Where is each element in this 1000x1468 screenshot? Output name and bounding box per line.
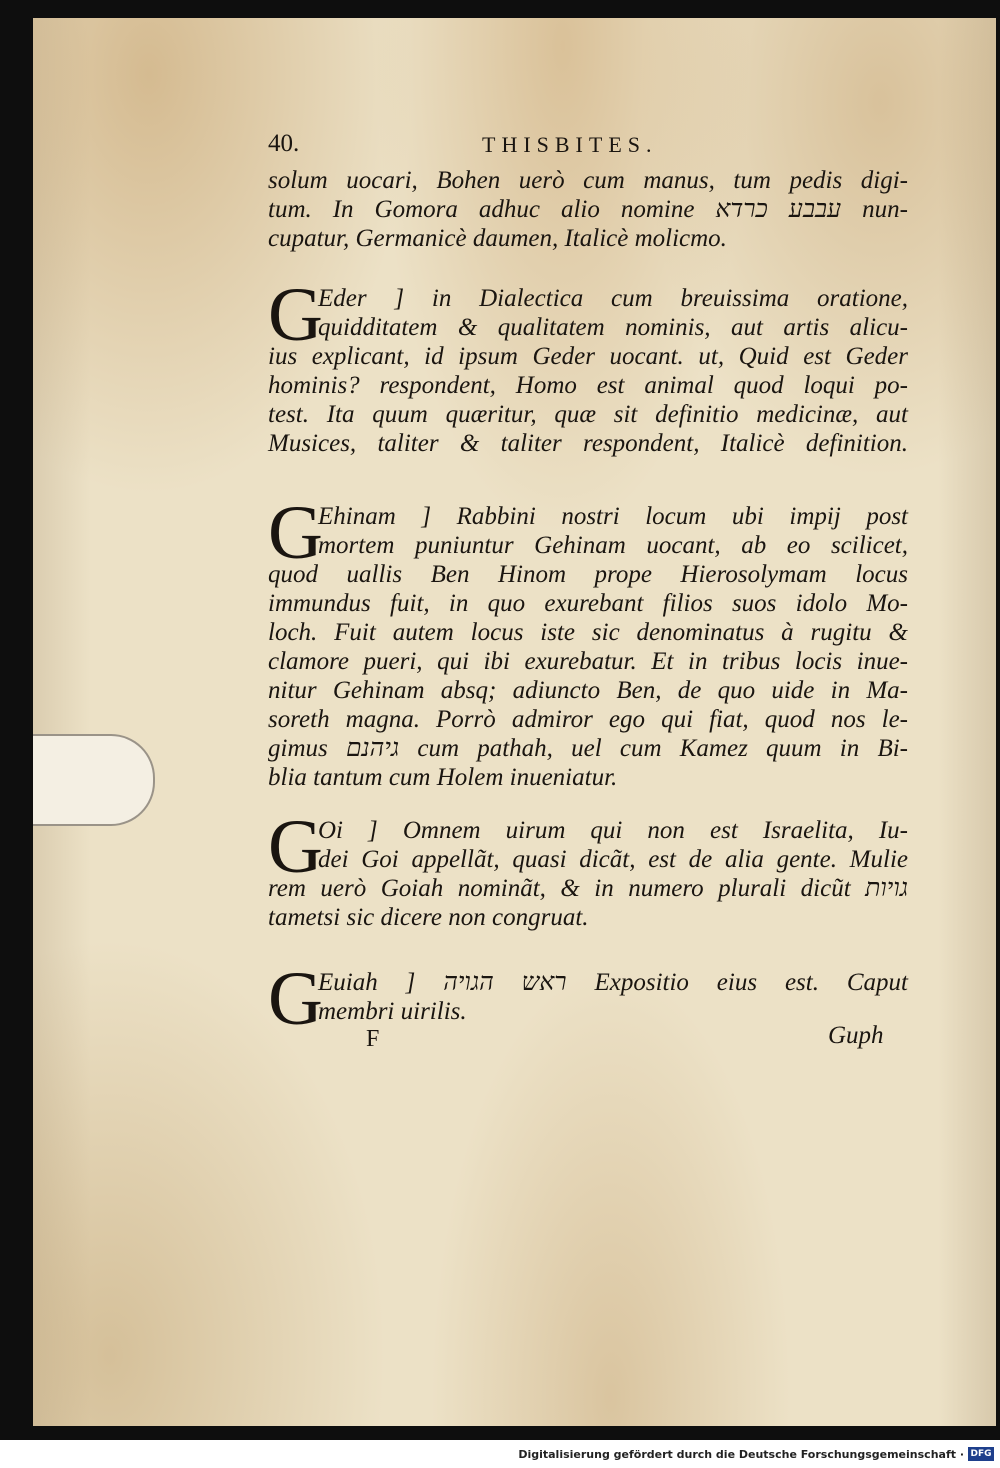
text-line: gimus גיהנם cum pathah, uel cum Kamez quum in Bi-: [268, 735, 908, 762]
drop-cap: G: [268, 957, 323, 1041]
text-line: loch. Fuit autem locus iste sic denominatus à rugitu &: [268, 619, 908, 646]
entry-geder: [268, 273, 908, 458]
signature-mark: F: [366, 1026, 380, 1052]
text-line: immundus fuit, in quo exurebant filios suos idolo Mo-: [268, 590, 908, 617]
drop-cap: G: [268, 491, 323, 575]
text-line: rem uerò Goiah nominãt, & in numero plurali dicũt גויות: [268, 875, 908, 902]
text-line: dei Goi appellãt, quasi dicãt, est de alia gente. Mulie: [318, 846, 908, 873]
text-line: quidditatem & qualitatem nominis, aut artis alicu-: [318, 314, 908, 341]
digitization-footer: [0, 1444, 1000, 1466]
text-line: blia tantum cum Holem inueniatur.: [268, 764, 618, 791]
entry-gehinam: [268, 491, 908, 792]
text-line: solum uocari, Bohen uerò cum manus, tum pedis digi-: [268, 167, 908, 194]
dfg-logo-icon: DFG: [968, 1447, 994, 1461]
drop-cap: G: [268, 273, 323, 357]
text-line: Oi ] Omnem uirum qui non est Israelita, Iu-: [318, 817, 908, 844]
text-line: quod uallis Ben Hinom prope Hierosolymam locus: [268, 561, 908, 588]
text-line: tum. In Gomora adhuc alio nomine עבבע כרדא nun-: [268, 196, 908, 223]
running-head: [268, 130, 908, 160]
text-line: soreth magna. Porrò admiror ego qui fiat, quod nos le-: [268, 706, 908, 733]
text-line: Musices, taliter & taliter respondent, Italicè definition.: [268, 430, 908, 457]
text-line: cupatur, Germanicè daumen, Italicè molicmo.: [268, 225, 727, 252]
drop-cap: G: [268, 805, 323, 889]
binding-strip: [33, 734, 155, 826]
text-line: Euiah ] ראש הגויה Expositio eius est. Caput: [318, 969, 908, 996]
dfg-credit-text: Digitalisierung gefördert durch die Deutsche Forschungsgemeinschaft ·: [518, 1448, 964, 1461]
text-line: membri uirilis.: [318, 998, 467, 1025]
text-line: tametsi sic dicere non congruat.: [268, 904, 589, 931]
text-line: test. Ita quum quæritur, quæ sit definitio medicinæ, aut: [268, 401, 908, 428]
running-title: THISBITES.: [482, 132, 658, 157]
text-line: Eder ] in Dialectica cum breuissima oratione,: [318, 285, 908, 312]
page-number: 40.: [268, 130, 300, 157]
entry-goi: [268, 805, 908, 932]
text-line: hominis? respondent, Homo est animal quod loqui po-: [268, 372, 908, 399]
text-line: ius explicant, id ipsum Geder uocant. ut, Quid est Geder: [268, 343, 908, 370]
text-line: mortem puniuntur Gehinam uocant, ab eo scilicet,: [318, 532, 908, 559]
intro-paragraph: [268, 166, 908, 253]
text-line: Ehinam ] Rabbini nostri locum ubi impij post: [318, 503, 908, 530]
text-line: nitur Gehinam absq; adiuncto Ben, de quo uide in Ma-: [268, 677, 908, 704]
catchword: Guph: [828, 1022, 884, 1049]
text-line: clamore pueri, qui ibi exurebatur. Et in tribus locis inue-: [268, 648, 908, 675]
